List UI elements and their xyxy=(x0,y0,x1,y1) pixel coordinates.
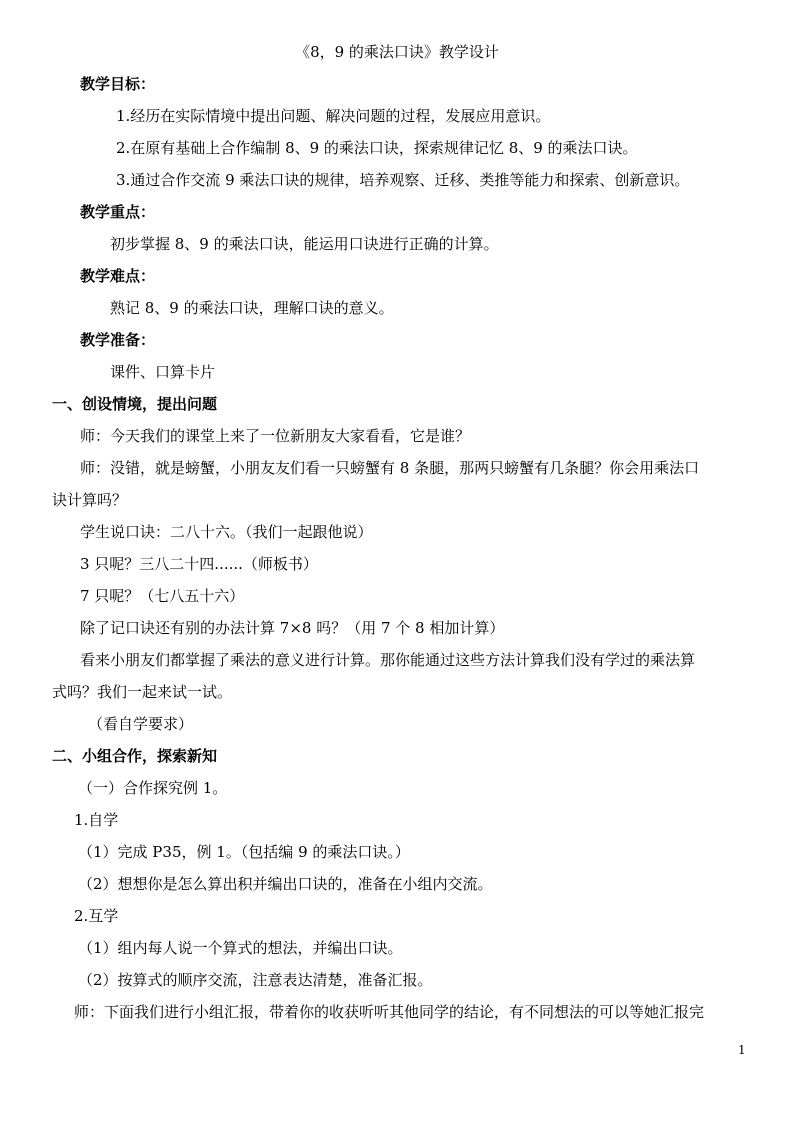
paragraph: （一）合作探究例 1。 xyxy=(78,779,228,797)
objective-2: 2.在原有基础上合作编制 8、9 的乘法口诀，探索规律记忆 8、9 的乘法口诀。 xyxy=(116,139,638,157)
paragraph: 师：下面我们进行小组汇报，带着你的收获听听其他同学的结论，有不同想法的可以等她汇报完 xyxy=(74,1003,705,1021)
objective-3: 3.通过合作交流 9 乘法口诀的规律，培养观察、迁移、类推等能力和探索、创新意识。 xyxy=(116,171,690,189)
section-heading-difficulties: 教学难点： xyxy=(80,267,156,285)
preparation-text: 课件、口算卡片 xyxy=(110,363,216,381)
paragraph: 师：没错，就是螃蟹，小朋友友们看一只螃蟹有 8 条腿，那两只螃蟹有几条腿？你会用乘法口 xyxy=(80,459,700,477)
document-title: 《8，9 的乘法口诀》教学设计 xyxy=(295,43,499,61)
section-heading-key-points: 教学重点： xyxy=(80,203,156,221)
objective-1: 1.经历在实际情境中提出问题、解决问题的过程，发展应用意识。 xyxy=(116,107,551,125)
section-heading-objectives: 教学目标： xyxy=(80,75,156,93)
paragraph: 师：今天我们的课堂上来了一位新朋友大家看看，它是谁？ xyxy=(80,427,471,445)
list-item: （1）完成 P35，例 1。（包括编 9 的乘法口诀。） xyxy=(78,843,410,861)
part-two-heading: 二、小组合作，探索新知 xyxy=(52,747,218,765)
paragraph: 除了记口诀还有别的办法计算 7×8 吗？（用 7 个 8 相加计算） xyxy=(80,619,505,637)
paragraph: 7 只呢？（七八五十六） xyxy=(80,587,245,605)
difficulties-text: 熟记 8、9 的乘法口诀，理解口诀的意义。 xyxy=(110,299,394,317)
paragraph-continuation: 诀计算吗？ xyxy=(52,491,128,509)
part-one-heading: 一、创设情境，提出问题 xyxy=(52,395,218,413)
section-heading-preparation: 教学准备： xyxy=(80,331,156,349)
key-points-text: 初步掌握 8、9 的乘法口诀，能运用口诀进行正确的计算。 xyxy=(110,235,499,253)
subsection-heading: 2.互学 xyxy=(74,907,119,925)
subsection-heading: 1.自学 xyxy=(74,811,119,829)
paragraph-continuation: 式吗？我们一起来试一试。 xyxy=(52,683,233,701)
list-item: （2）想想你是怎么算出积并编出口诀的，准备在小组内交流。 xyxy=(78,875,493,893)
paragraph: 3 只呢？三八二十四......（师板书） xyxy=(80,555,318,573)
list-item: （1）组内每人说一个算式的想法，并编出口诀。 xyxy=(78,939,403,957)
paragraph: 学生说口诀：二八十六。（我们一起跟他说） xyxy=(80,523,373,541)
paragraph: 看来小朋友们都掌握了乘法的意义进行计算。那你能通过这些方法计算我们没有学过的乘法算 xyxy=(80,651,696,669)
list-item: （2）按算式的顺序交流，注意表达清楚，准备汇报。 xyxy=(78,971,433,989)
page-number: 1 xyxy=(738,1043,746,1057)
paragraph: （看自学要求） xyxy=(88,715,194,733)
